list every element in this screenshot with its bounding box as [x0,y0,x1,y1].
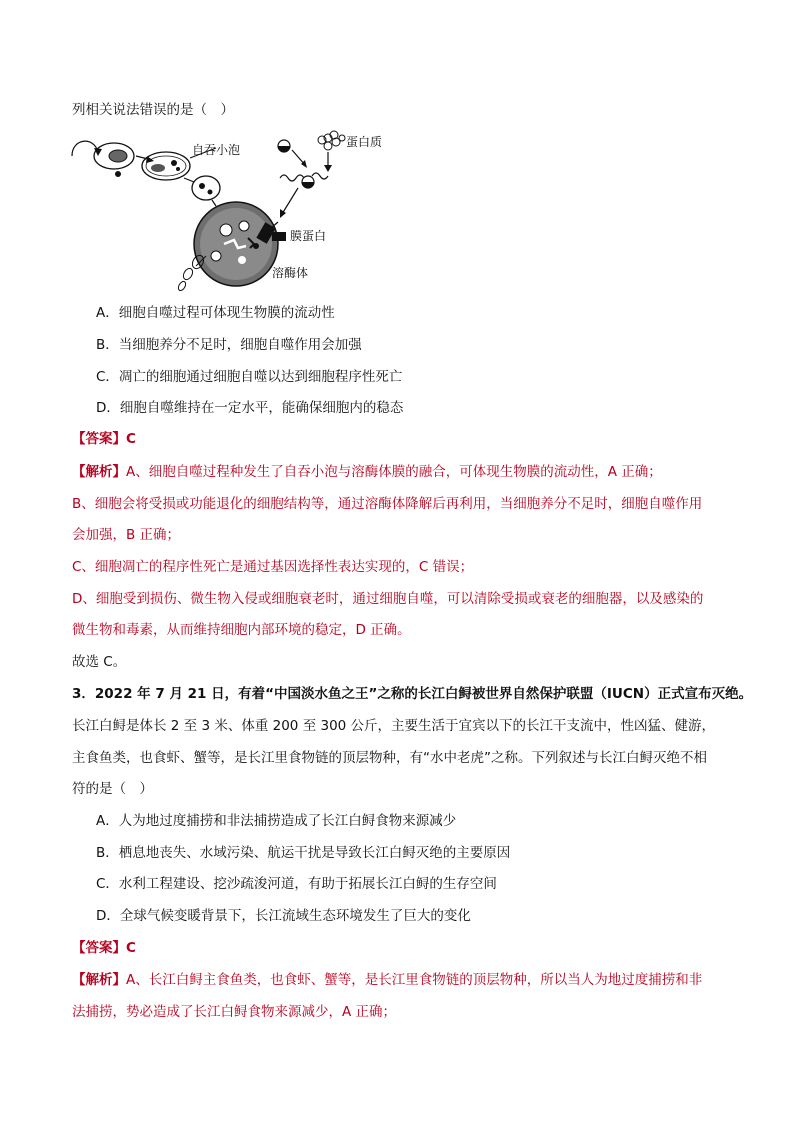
q3-stem-line: 长江白鲟是体长 2 至 3 米、体重 200 至 300 公斤，主要生活于宜宾以下的长江干支流中，性凶猛、健游， [72,718,716,734]
q3-analysis-line: 法捕捞，势必造成了长江白鲟食物来源减少，A 正确； [72,1004,397,1020]
q2-stem-tail: 列相关说法错误的是（ ） [72,102,234,118]
q2-option-b: B．当细胞养分不足时，细胞自噬作用会加强 [96,337,362,353]
q3-option-c: C．水利工程建设、挖沙疏浚河道，有助于拓展长江白鲟的生存空间 [96,876,497,892]
q2-option-c: C．凋亡的细胞通过细胞自噬以达到细胞程序性死亡 [96,369,403,385]
q3-option-a: A．人为地过度捕捞和非法捕捞造成了长江白鲟食物来源减少 [96,813,457,829]
analysis-tag: 【解析】 [72,464,126,480]
label-membrane-protein: 膜蛋白 [290,229,327,243]
q2-analysis-line: D、细胞受到损伤、微生物入侵或细胞衰老时，通过细胞自噬，可以清除受损或衰老的细胞器，以及感染的 [72,591,704,607]
vesicle [192,176,220,200]
answer-tag: 【答案】 [72,431,126,447]
label-lysosome: 溶酶体 [272,266,309,280]
q2-answer [72,429,136,449]
label-autophagosome: 自吞小泡 [192,143,241,157]
q3-answer [72,938,136,958]
membrane-protein-legend-icon [272,232,286,241]
q3-stem-line: 3．2022 年 7 月 21 日，有着“中国淡水鱼之王”之称的长江白鲟被世界自然保护联盟（IUCN）正式宣布灭绝。 [72,686,753,702]
q2-analysis-line: 微生物和毒素，从而维持细胞内部环境的稳定，D 正确。 [72,622,411,638]
q2-analysis-line: 会加强，B 正确； [72,527,181,543]
q3-option-b: B．栖息地丧失、水域污染、航运干扰是导致长江白鲟灭绝的主要原因 [96,845,511,861]
label-protein: 蛋白质 [346,135,383,149]
q2-analysis-line: C、细胞凋亡的程序性死亡是通过基因选择性表达实现的，C 错误； [72,559,474,575]
q3-analysis-line: 【解析】A、长江白鲟主食鱼类，也食虾、蟹等，是长江里食物链的顶层物种，所以当人为地过度捕捞和非 [72,972,703,988]
analysis-tag: 【解析】 [72,972,126,988]
q3-stem-line: 主食鱼类，也食虾、蟹等，是长江里食物链的顶层物种，有“水中老虎”之称。下列叙述与长江白鲟灭绝不相 [72,750,707,766]
q3-option-d: D．全球气候变暖背景下，长江流域生态环境发生了巨大的变化 [96,908,471,924]
answer-value: C [126,940,136,956]
mitochondrion-icon [109,150,127,162]
q2-analysis-line: 【解析】A、细胞自噬过程种发生了自吞小泡与溶酶体膜的融合，可体现生物膜的流动性，A 正确； [72,464,662,480]
q2-option-d: D．细胞自噬维持在一定水平，能确保细胞内的稳态 [96,400,404,416]
answer-tag: 【答案】 [72,940,126,956]
q2-analysis-line: B、细胞会将受损或功能退化的细胞结构等，通过溶酶体降解后再利用，当细胞养分不足时，细胞自噬作用 [72,496,703,512]
q2-conclusion: 故选 C。 [72,654,127,670]
autophagy-diagram [66,126,396,296]
q2-option-a: A．细胞自噬过程可体现生物膜的流动性 [96,305,335,321]
answer-value: C [126,431,136,447]
q3-stem-line: 符的是（ ） [72,781,153,797]
protein-icon [318,131,345,150]
